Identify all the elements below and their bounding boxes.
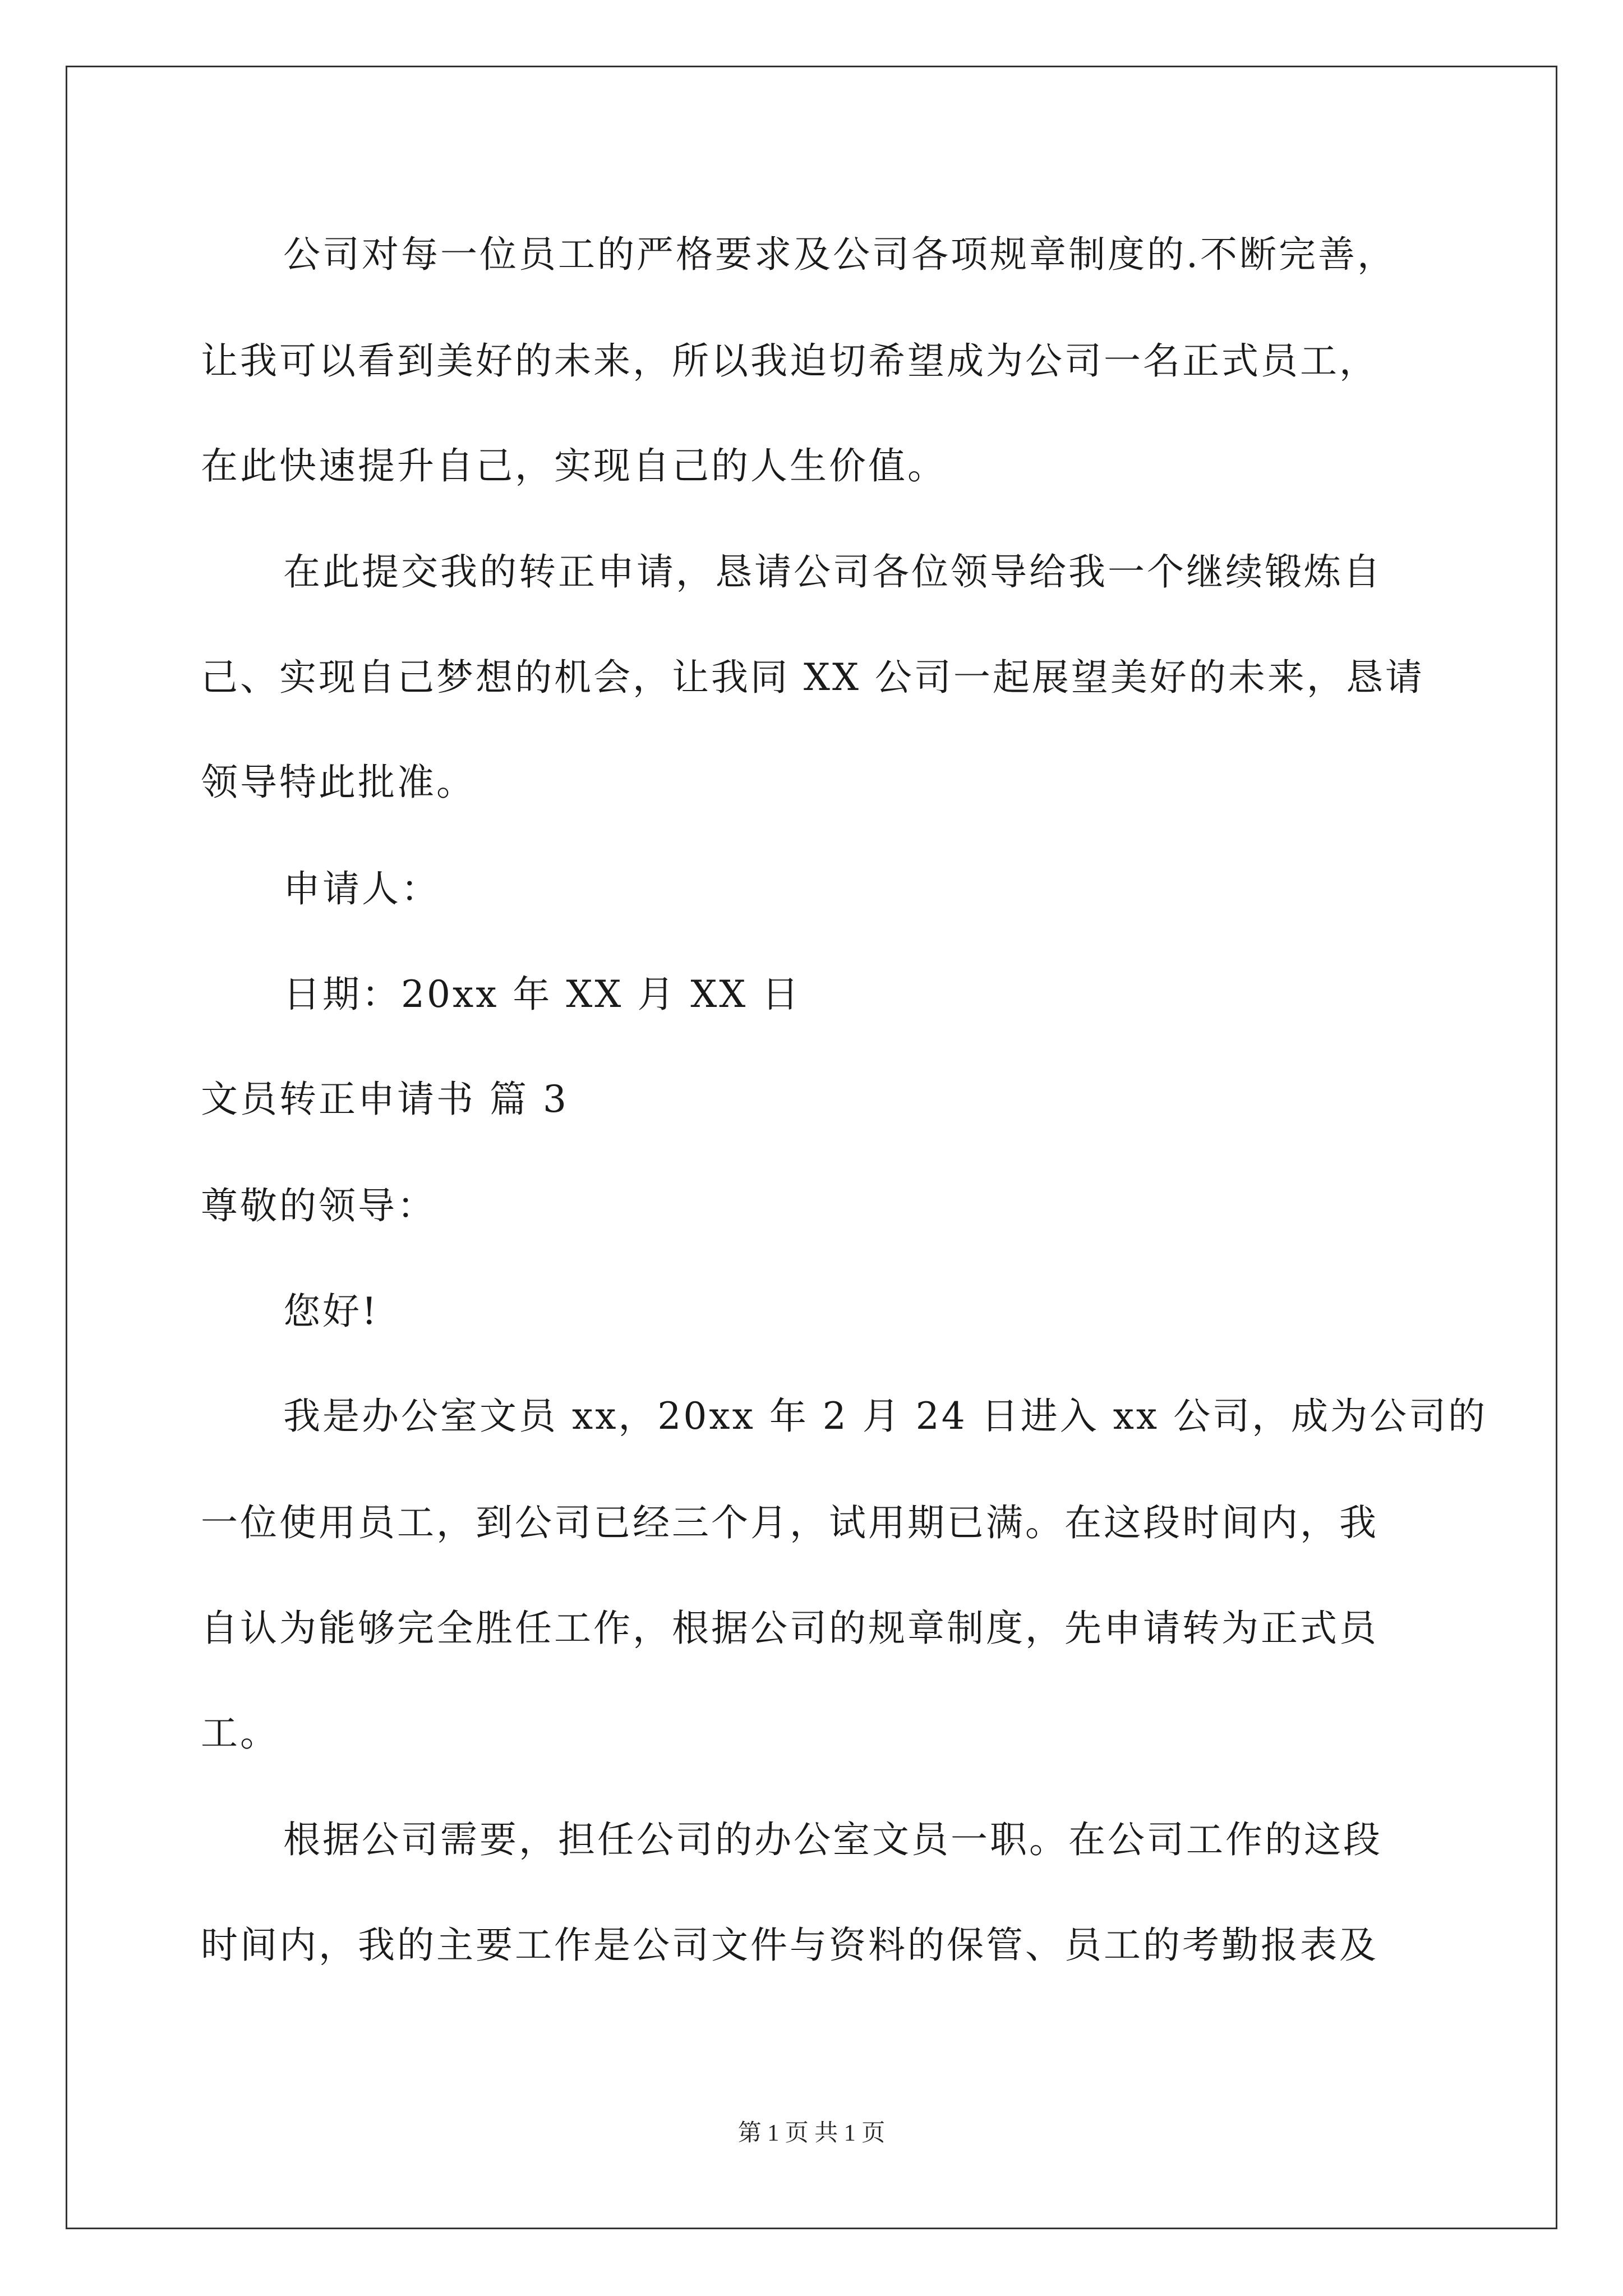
salutation: 尊敬的领导： [201,1184,436,1227]
body-line: 根据公司需要，担任公司的办公室文员一职。在公司工作的这段 [283,1818,1382,1861]
body-line: 一位使用员工，到公司已经三个月，试用期已满。在这段时间内，我 [201,1501,1378,1544]
body-line: 在此快速提升自己，实现自己的人生价值。 [201,444,947,487]
body-line: 领导特此批准。 [201,761,476,804]
page-footer: 第 1 页 共 1 页 [737,2120,886,2146]
greeting: 您好! [283,1290,379,1333]
body-line: 让我可以看到美好的未来，所以我迫切希望成为公司一名正式员工， [201,339,1378,383]
body-line: 工。 [201,1711,279,1755]
page-frame [66,66,1557,2229]
body-line: 时间内，我的主要工作是公司文件与资料的保管、员工的考勤报表及 [201,1924,1378,1967]
section-heading: 文员转正申请书 篇 3 [201,1078,569,1121]
body-line: 公司对每一位员工的严格要求及公司各项规章制度的.不断完善， [283,233,1396,276]
body-line: 己、实现自己梦想的机会，让我同 XX 公司一起展望美好的未来，恳请 [201,656,1424,699]
body-line: 在此提交我的转正申请，恳请公司各位领导给我一个继续锻炼自 [283,550,1382,593]
body-line: 我是办公室文员 xx，20xx 年 2 月 24 日进入 xx 公司，成为公司的 [283,1395,1488,1438]
applicant-line: 申请人： [283,867,440,910]
date-line: 日期：20xx 年 XX 月 XX 日 [283,973,801,1016]
body-line: 自认为能够完全胜任工作，根据公司的规章制度，先申请转为正式员 [201,1607,1378,1650]
